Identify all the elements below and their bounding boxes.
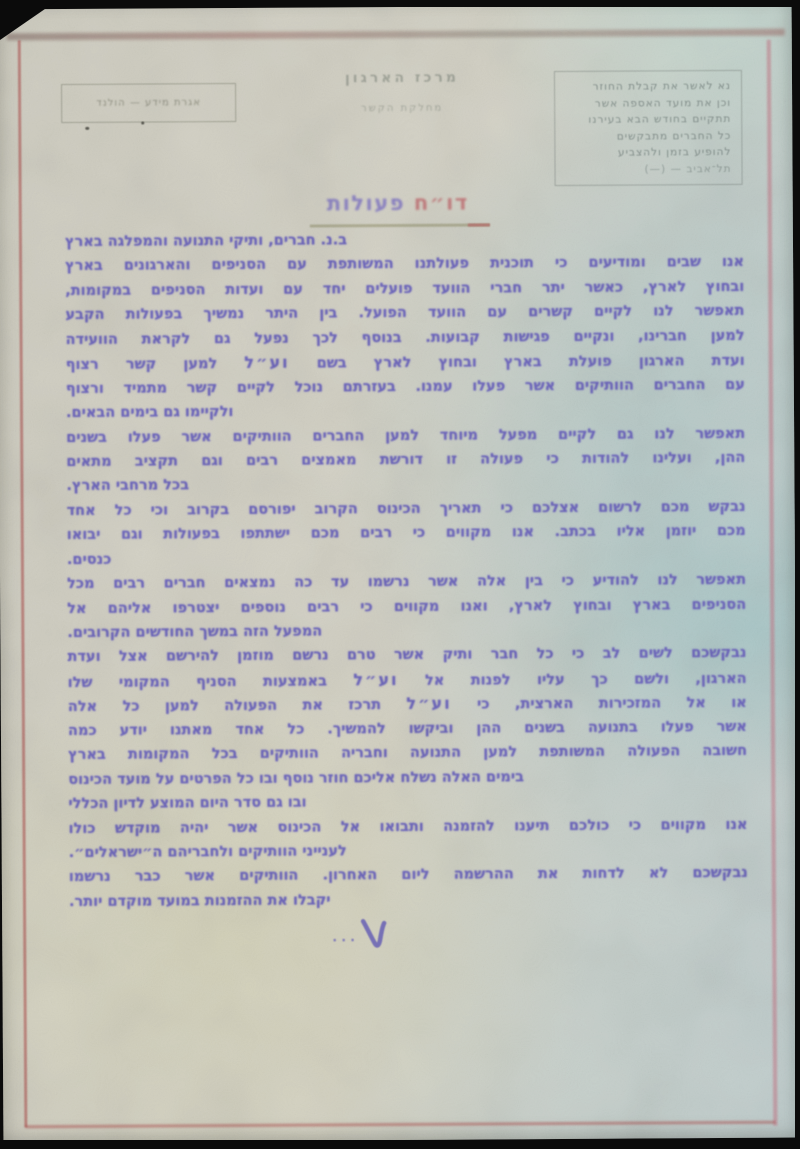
body-line: ובו גם סדר היום המוצע לדיון הכללי — [68, 794, 307, 813]
body-line: נבקשכם לא לדחות את ההרשמה ליום האחרון. הוותיקים אשר כבר נרשמו — [68, 865, 748, 886]
body-line: תאפשר לנו גם לקיים מפעל מיוחד למען החברים הוותיקים אשר פעלו בשנים — [66, 425, 746, 446]
stamp-line: נא לאשר את קבלת החוזר — [592, 79, 732, 93]
body-line-text: באמצעות הסניף המקומי שלו — [67, 673, 354, 691]
body-line-text: או אל המזכירות הארצית, כי — [451, 695, 747, 713]
body-line: אנו מקווים כי כולכם תיענו להזמנה ותבואו אל הכינוס אשר יהיה מוקדש כולו — [68, 816, 748, 837]
body-line: המפעל הזה במשך החודשים הקרובים. — [67, 623, 323, 642]
stamp-line: וכן את מועד האספה אשר — [594, 96, 732, 110]
letter-body — [65, 226, 748, 914]
body-line — [66, 348, 745, 377]
title-first-word: דו״ח — [413, 190, 469, 215]
body-line: עם החברים הוותיקים אשר פעלו עמנו. בעזרתם נוכל לקיים קשר מתמיד ורצוף — [65, 376, 745, 397]
body-line: תאפשר לנו להודיע כי בין אלה אשר נרשמו עד כה נמצאים חברים רבים מכל — [67, 571, 747, 593]
title-rest: פעולות — [326, 190, 414, 216]
body-line: יקבלו את ההזמנות במועד מוקדם יותר. — [68, 892, 331, 910]
stamp-box-right — [554, 70, 743, 186]
stamp-line: כל החברים מתבקשים — [616, 129, 732, 143]
letterhead-line-1: מרכז הארגון — [344, 69, 460, 87]
signature-mark-icon — [360, 916, 394, 952]
signature — [332, 916, 402, 960]
body-line: נבקשכם לשים לב כי כל חבר ותיק אשר טרם נרשם מוזמן להירשם אצל ועדת — [67, 645, 747, 666]
scanner-edge-bottom — [0, 1140, 800, 1149]
body-line: כנסים. — [66, 551, 112, 568]
red-margin-line-right — [767, 40, 777, 1126]
body-line: לענייני הוותיקים ולחבריהם ה״ישראלים״. — [68, 843, 347, 861]
stamp-line: להופיע בזמן ולהצביע — [617, 145, 732, 159]
ink-speck — [85, 127, 89, 130]
body-line-text: למען קשר רצוף — [65, 356, 245, 374]
body-line — [68, 690, 747, 719]
stamp-box-left-text: אגרת מידע — הולנד — [96, 97, 202, 109]
letterhead-line-2: מחלקת הקשר — [361, 102, 444, 115]
body-line-text: ועדת הארגון פועלת בארץ ובחוץ לארץ בשם — [289, 353, 745, 372]
body-line-text: תרכז את הפעולה למען כל אלה — [67, 697, 407, 716]
red-margin-line-top — [7, 29, 785, 41]
stamp-box-left — [61, 83, 236, 123]
body-line: אנו שבים ומודיעים כי תוכנית פעולתנו המשותפת עם הסניפים והארגונים בארץ — [65, 254, 745, 275]
body-line: תאפשר לנו לקיים קשרים עם הוועד הפועל. בין היתר נמשיך בפעולות הקבע — [65, 303, 745, 324]
emphasized-acronym: וע״ל — [244, 352, 290, 373]
scanned-page — [0, 5, 798, 1143]
body-line: ההן, ועלינו להודות כי פעולה זו דורשת מאמצים רבים וגם תקציב מתאים — [66, 449, 746, 470]
body-line: נבקש מכם לרשום אצלכם כי תאריך הכינוס הקרוב יפורסם בקרוב וכי כל אחד — [66, 498, 746, 519]
body-line: אשר פעלו בתנועה בשנים ההן וביקשו להמשיך. כל אחד מאתנו יודע כמה — [67, 718, 747, 739]
stamp-line: תתקיים בחודש הבא בעירנו — [588, 112, 732, 126]
scanner-edge-right — [795, 0, 800, 1149]
ink-speck — [141, 122, 144, 125]
body-line: חשובה הפעולה המשותפת למען התנועה וחבריה הוותיקים בכל המקומות בארץ — [68, 743, 748, 764]
body-line: בכל מרחבי הארץ. — [66, 477, 190, 495]
body-line: הסניפים בארץ ובחוץ לארץ, ואנו מקווים כי רבים נוספים יצטרפו אליהם אל — [67, 596, 747, 617]
letterhead — [297, 69, 507, 114]
red-margin-line-left — [18, 40, 27, 1127]
emphasized-acronym: וע״ל — [406, 693, 452, 714]
title-underline — [310, 223, 490, 227]
body-line: ב.נ. חברים, ותיקי התנועה והמפלגה בארץ — [64, 232, 348, 251]
body-line: ולקיימו גם בימים הבאים. — [65, 404, 234, 422]
document-title — [298, 190, 498, 215]
signature-dots: ... — [332, 930, 360, 946]
body-line: למען חברינו, ונקיים פגישות קבועות. בנוסף לכך נפעל גם לקראת הוועידה — [65, 327, 745, 348]
body-line: מכם יוזמן אליו בכתב. אנו מקווים כי רבים מכם ישתתפו בפעולות וגם יבואו — [66, 523, 746, 544]
red-margin-line-bottom — [25, 1121, 775, 1129]
scanner-edge-top — [0, 0, 800, 7]
emphasized-acronym: וע״ל — [353, 669, 399, 690]
body-line: בימים האלה נשלח אליכם חוזר נוסף ובו כל הפרטים על מועד הכינוס — [68, 768, 525, 788]
stamp-line: תל־אביב — (—) — [644, 162, 732, 175]
title-underline-red-tip — [468, 223, 490, 226]
body-line-text: הארגון, ולשם כך עליו לפנות אל — [398, 670, 747, 689]
body-line: ובחוץ לארץ, כאשר יתר חברי הוועד פועלים יחד עם ועדות הסניפים במקומות, — [65, 278, 745, 299]
